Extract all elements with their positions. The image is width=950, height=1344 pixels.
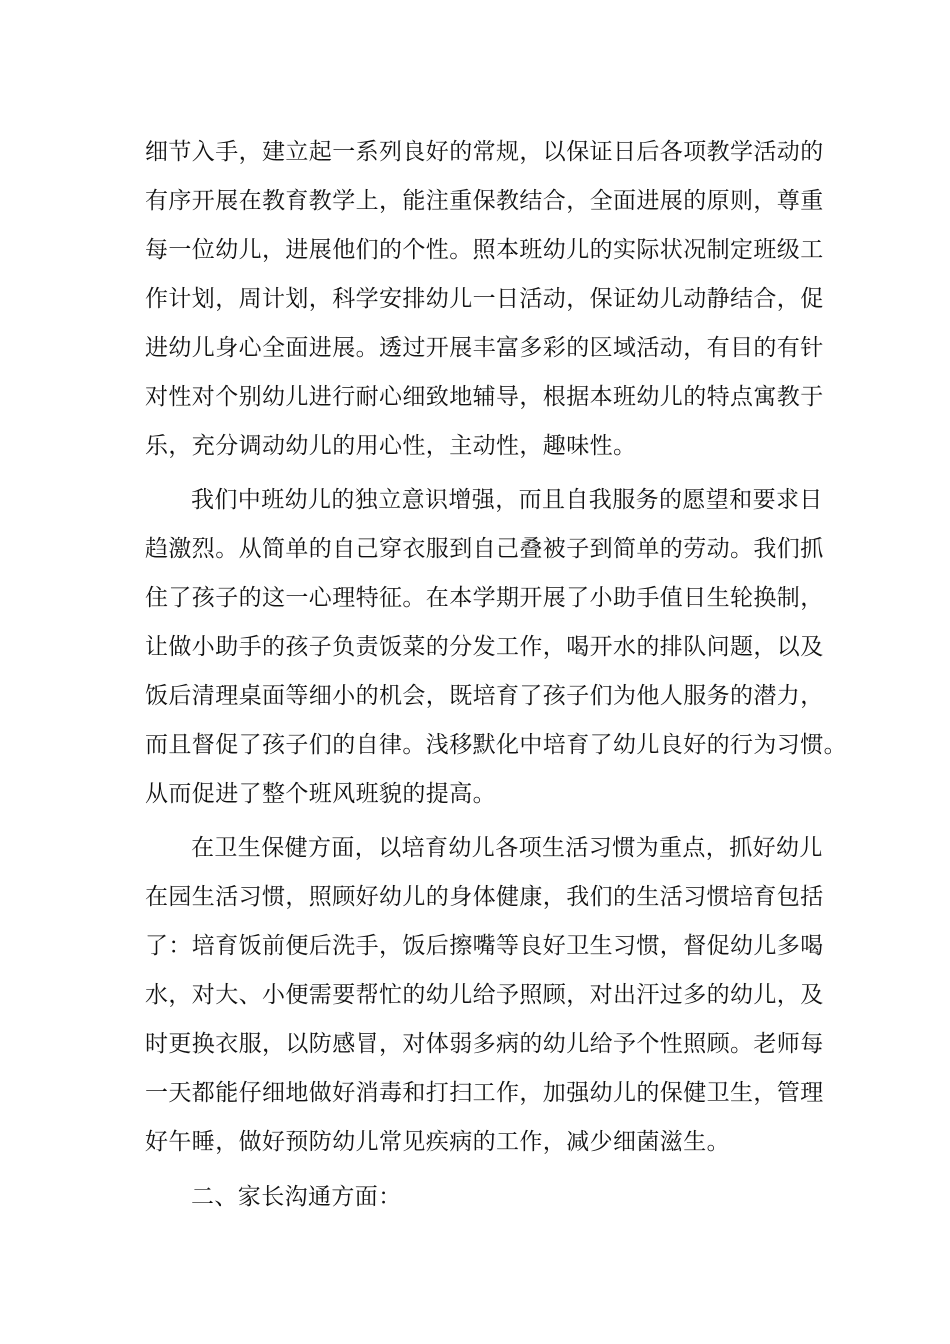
text-line: 住了孩子的这一心理特征。在本学期开展了小助手值日生轮换制， xyxy=(145,585,824,611)
text-line: 进幼儿身心全面进展。透过开展丰富多彩的区域活动，有目的有针 xyxy=(145,335,824,361)
text-line: 从而促进了整个班风班貌的提高。 xyxy=(145,781,496,807)
paragraph-first-line: 在卫生保健方面，以培育幼儿各项生活习惯为重点，抓好幼儿 xyxy=(191,835,823,861)
text-line: 作计划，周计划，科学安排幼儿一日活动，保证幼儿动静结合，促 xyxy=(145,286,824,312)
text-line: 趋激烈。从简单的自己穿衣服到自己叠被子到简单的劳动。我们抓 xyxy=(145,536,824,562)
text-line: 对性对个别幼儿进行耐心细致地辅导，根据本班幼儿的特点寓教于 xyxy=(145,384,824,410)
text-line: 水，对大、小便需要帮忙的幼儿给予照顾，对出汗过多的幼儿，及 xyxy=(145,982,824,1008)
text-line: 每一位幼儿，进展他们的个性。照本班幼儿的实际状况制定班级工 xyxy=(145,237,824,263)
text-line: 时更换衣服，以防感冒，对体弱多病的幼儿给予个性照顾。老师每 xyxy=(145,1031,824,1057)
text-line: 有序开展在教育教学上，能注重保教结合，全面进展的原则，尊重 xyxy=(145,188,824,214)
text-line: 在园生活习惯，照顾好幼儿的身体健康，我们的生活习惯培育包括 xyxy=(145,884,824,910)
text-line: 细节入手，建立起一系列良好的常规，以保证日后各项教学活动的 xyxy=(145,139,824,165)
text-line: 让做小助手的孩子负责饭菜的分发工作，喝开水的排队问题，以及 xyxy=(145,634,824,660)
paragraph-first-line: 我们中班幼儿的独立意识增强，而且自我服务的愿望和要求日 xyxy=(191,487,823,513)
text-line: 一天都能仔细地做好消毒和打扫工作，加强幼儿的保健卫生，管理 xyxy=(145,1080,824,1106)
text-line: 而且督促了孩子们的自律。浅移默化中培育了幼儿良好的行为习惯。 xyxy=(145,732,847,758)
text-line: 好午睡，做好预防幼儿常见疾病的工作，减少细菌滋生。 xyxy=(145,1129,730,1155)
text-line: 饭后清理桌面等细小的机会，既培育了孩子们为他人服务的潜力， xyxy=(145,683,824,709)
text-line: 了：培育饭前便后洗手，饭后擦嘴等良好卫生习惯，督促幼儿多喝 xyxy=(145,933,824,959)
text-line: 乐，充分调动幼儿的用心性，主动性，趣味性。 xyxy=(145,433,637,459)
section-heading: 二、家长沟通方面： xyxy=(191,1184,402,1210)
